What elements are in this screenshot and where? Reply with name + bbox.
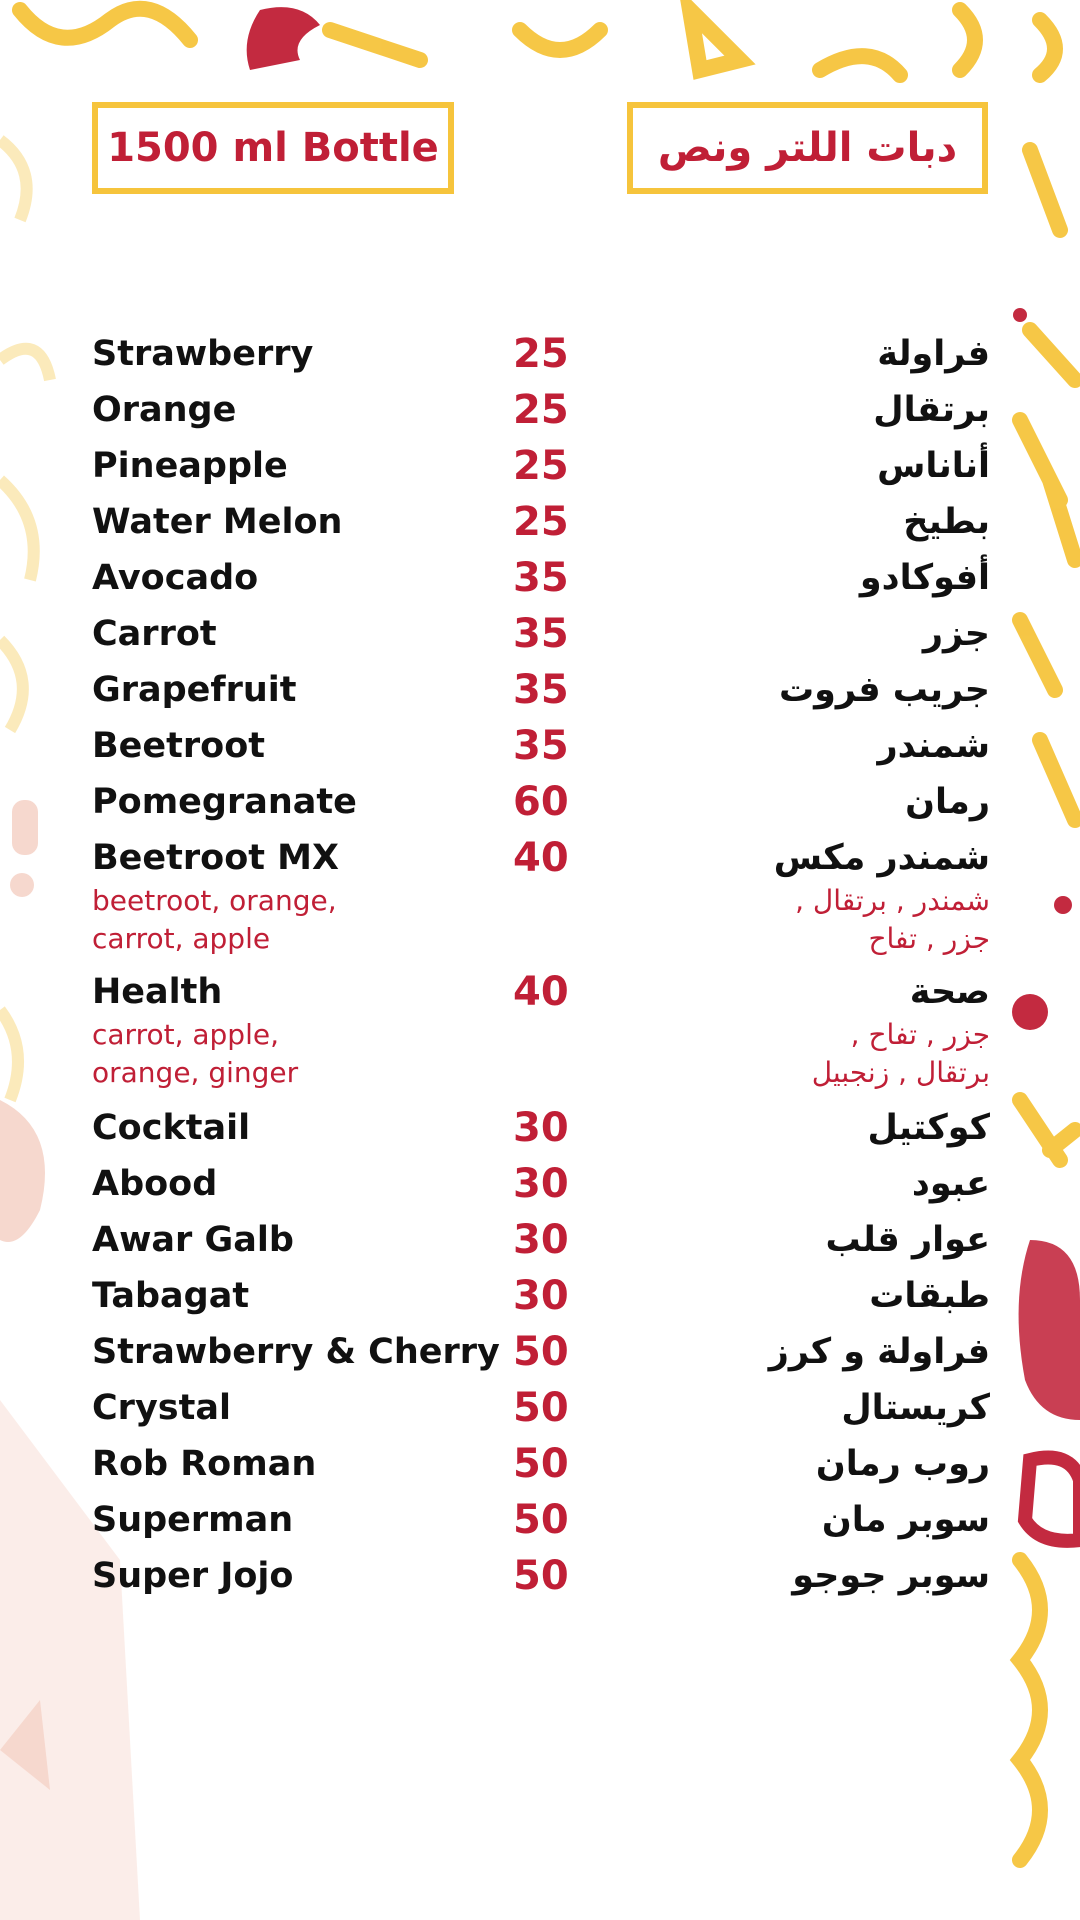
item-name-en: Beetroot MX (92, 838, 339, 878)
item-name-en: Superman (92, 1500, 294, 1540)
ingredients-en-line: beetroot, orange, (92, 884, 337, 917)
item-name-en: Cocktail (92, 1108, 251, 1148)
item-price: 30 (513, 1161, 569, 1207)
ingredients-en-line: orange, ginger (92, 1056, 299, 1089)
item-name-en: Super Jojo (92, 1556, 294, 1596)
item-name-en: Crystal (92, 1388, 231, 1428)
item-name-ar: بطيخ (903, 502, 990, 542)
item-price: 30 (513, 1105, 569, 1151)
item-name-ar: رمان (905, 782, 990, 822)
ingredients-ar-line: جزر , تفاح (868, 922, 990, 955)
item-name-ar: عوار قلب (825, 1220, 990, 1260)
item-ingredients-ar (812, 1016, 990, 1092)
item-name-en: Beetroot (92, 726, 265, 766)
item-price: 35 (513, 667, 569, 713)
item-price: 30 (513, 1273, 569, 1319)
ingredients-ar-line: شمندر , برتقال , (795, 884, 990, 917)
item-name-ar: سوبر مان (821, 1500, 990, 1540)
item-name-ar: شمندر (877, 726, 990, 766)
item-name-ar: برتقال (873, 390, 990, 430)
item-name-ar: فراولة و كرز (768, 1332, 990, 1372)
ingredients-ar-line: جزر , تفاح , (850, 1018, 990, 1051)
item-name-en: Pomegranate (92, 782, 357, 822)
item-name-ar: سوبر جوجو (792, 1556, 990, 1596)
item-name-en: Carrot (92, 614, 217, 654)
item-name-ar: جريب فروت (779, 670, 990, 710)
title-box-ar (627, 102, 988, 194)
item-price: 25 (513, 387, 569, 433)
item-price: 35 (513, 555, 569, 601)
page-title-ar: دبات اللتر ونص (657, 125, 958, 171)
item-name-ar: كريستال (841, 1388, 990, 1428)
ingredients-en-line: carrot, apple (92, 922, 271, 955)
item-name-ar: أناناس (877, 446, 990, 486)
item-price: 50 (513, 1497, 569, 1543)
item-price: 35 (513, 723, 569, 769)
item-name-ar: صحة (909, 972, 990, 1012)
item-name-en: Rob Roman (92, 1444, 317, 1484)
item-name-en: Strawberry (92, 334, 314, 374)
item-price: 50 (513, 1329, 569, 1375)
item-price: 30 (513, 1217, 569, 1263)
item-ingredients-en (92, 1016, 298, 1092)
item-name-en: Avocado (92, 558, 259, 598)
item-name-ar: روب رمان (815, 1444, 990, 1484)
item-price: 25 (513, 331, 569, 377)
item-name-en: Abood (92, 1164, 218, 1204)
item-price: 40 (513, 835, 569, 881)
page-title-en: 1500 ml Bottle (107, 125, 439, 171)
item-price: 40 (513, 969, 569, 1015)
item-ingredients-ar (795, 882, 990, 958)
item-price: 35 (513, 611, 569, 657)
item-price: 25 (513, 499, 569, 545)
item-price: 25 (513, 443, 569, 489)
item-price: 50 (513, 1385, 569, 1431)
item-name-ar: كوكتيل (867, 1108, 990, 1148)
item-name-ar: عبود (911, 1164, 990, 1204)
ingredients-en-line: carrot, apple, (92, 1018, 279, 1051)
ingredients-ar-line: برتقال , زنجبيل (811, 1056, 990, 1089)
item-name-en: Awar Galb (92, 1220, 294, 1260)
item-name-ar: جزر (922, 614, 990, 654)
item-price: 50 (513, 1553, 569, 1599)
item-name-ar: طبقات (869, 1276, 990, 1316)
item-price: 50 (513, 1441, 569, 1487)
item-price: 60 (513, 779, 569, 825)
item-ingredients-en (92, 882, 337, 958)
item-name-ar: أفوكادو (859, 558, 990, 598)
item-name-en: Health (92, 972, 223, 1012)
item-name-ar: شمندر مكس (773, 838, 990, 878)
item-name-ar: فراولة (877, 334, 990, 374)
item-name-en: Strawberry & Cherry (92, 1332, 500, 1372)
item-name-en: Grapefruit (92, 670, 297, 710)
item-name-en: Orange (92, 390, 237, 430)
item-name-en: Tabagat (92, 1276, 250, 1316)
item-name-en: Water Melon (92, 502, 343, 542)
title-box-en (92, 102, 454, 194)
item-name-en: Pineapple (92, 446, 288, 486)
